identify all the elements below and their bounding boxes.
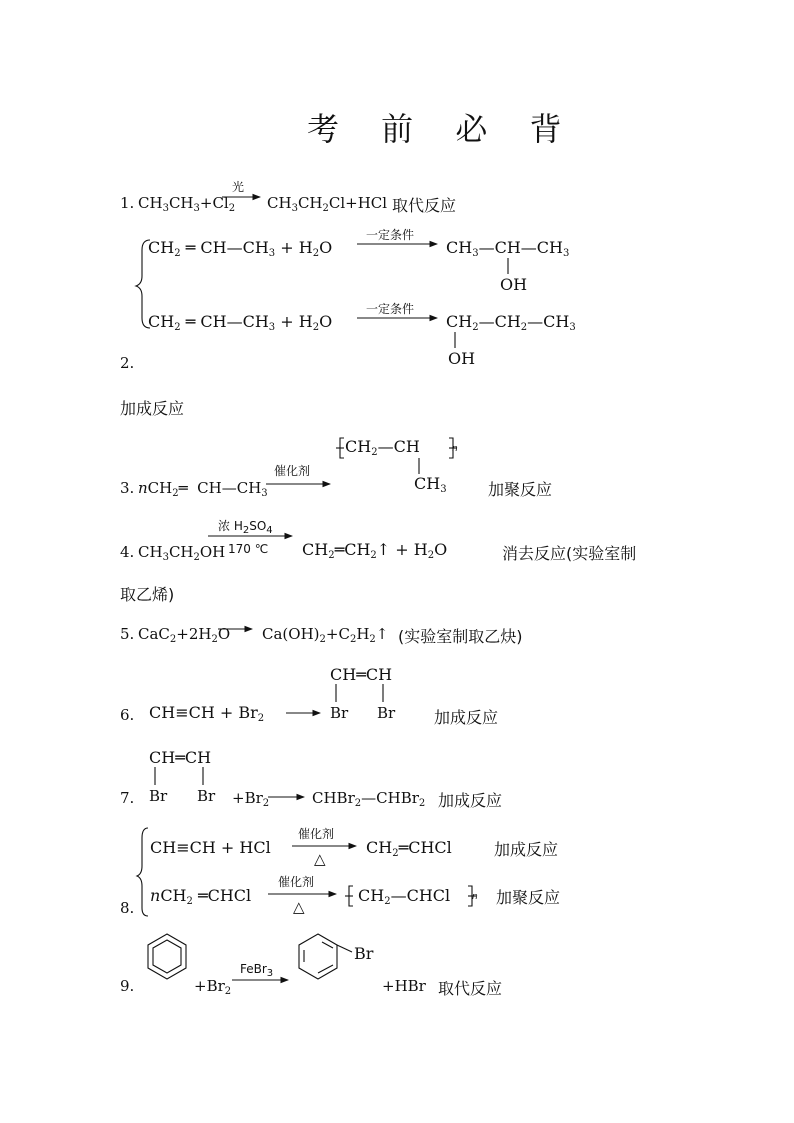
r4-product: $CH_2═CH_2↑ + H_2O$ <box>302 540 448 561</box>
benzene-ring-reactant <box>148 934 186 979</box>
r6-type: 加成反应 <box>434 708 499 727</box>
r2-a-hydroxyl: OH <box>500 275 528 294</box>
r3-n: n <box>452 444 458 454</box>
r6-product-top: CH═CH <box>330 665 393 684</box>
r3-type: 加聚反应 <box>488 480 553 499</box>
r7-br-right: Br <box>197 787 216 805</box>
r3-reactant: nCH$_2$═ $CH—CH_3$ <box>138 479 268 499</box>
r8-number: 8. <box>120 899 135 917</box>
r7-number: 7. <box>120 789 135 807</box>
r9-tail: +HBr <box>382 977 426 995</box>
r7-br-left: Br <box>149 787 168 805</box>
r4-type-cont: 取乙烯) <box>120 585 175 604</box>
r8-a-reactant: CH≡CH + HCl <box>150 838 271 857</box>
r4-condition-bottom: 170 ℃ <box>228 542 269 556</box>
r5-number: 5. <box>120 625 135 643</box>
r2-b-condition: 一定条件 <box>366 302 415 316</box>
r7-plus: $+Br_2$ <box>232 789 270 809</box>
r7-product: CHBr$_2$—CHBr$_2$ <box>312 789 426 809</box>
r2-brace <box>136 240 150 328</box>
r2-type: 加成反应 <box>120 399 185 418</box>
r1-product: $CH_3CH_2Cl+HCl$ <box>267 194 388 214</box>
r1-number: 1. <box>120 194 135 212</box>
r2-b-reactant: $CH_2$ ═ $CH—CH_3 + H_2O$ <box>148 312 333 333</box>
r1-type: 取代反应 <box>392 196 457 215</box>
r4-reactant: $CH_3CH_2OH$ <box>138 543 226 563</box>
r8-brace <box>137 828 148 916</box>
bromobenzene-ring <box>299 934 352 979</box>
r2-a-reactant: $CH_2$ ═ $CH—CH_3 + H_2O$ <box>148 238 333 259</box>
r9-substituent: Br <box>354 944 374 963</box>
r8-a-product: $CH_2═CHCl$ <box>366 838 452 859</box>
r2-b-product: $CH_2—CH_2—CH_3$ <box>446 312 576 333</box>
r9-plus: $+Br_2$ <box>194 977 232 997</box>
r8-b-reactant: nCH$_2$ ═CHCl <box>150 886 252 907</box>
r1-reactant: $CH_3CH_3+Cl_2$ <box>138 194 236 214</box>
r5-reactant: $CaC_2+2H_2O$ <box>138 625 231 645</box>
r8-a-type: 加成反应 <box>494 840 559 859</box>
r3-methyl: $CH_3$ <box>414 474 447 495</box>
r2-a-product: $CH_3—CH—CH_3$ <box>446 238 570 259</box>
r4-number: 4. <box>120 543 135 561</box>
r8-b-product: $CH_2—CHCl$ <box>358 886 451 907</box>
r3-number: 3. <box>120 479 135 497</box>
r8-a-condition-top: 催化剂 <box>298 827 335 841</box>
r7-top: CH═CH <box>149 748 212 767</box>
r6-reactant: $CH\equiv CH + Br_2$ <box>149 703 265 724</box>
r2-number: 2. <box>120 354 135 372</box>
r3-condition: 催化剂 <box>274 464 311 478</box>
r5-type: (实验室制取乙炔) <box>398 627 523 646</box>
r6-number: 6. <box>120 706 135 724</box>
r2-b-hydroxyl: OH <box>448 349 476 368</box>
r8-a-condition-bottom: △ <box>314 850 326 868</box>
r9-number: 9. <box>120 977 135 995</box>
r4-type: 消去反应(实验室制 <box>502 544 637 563</box>
r4-condition-top: 浓 $H_2SO_4$ <box>218 519 273 536</box>
r8-b-type: 加聚反应 <box>496 888 561 907</box>
r3-polymer: $CH_2—CH$ <box>345 437 420 458</box>
r6-br-right: Br <box>377 704 396 722</box>
r9-type: 取代反应 <box>438 979 503 998</box>
r7-type: 加成反应 <box>438 791 503 810</box>
r8-b-condition-top: 催化剂 <box>278 875 315 889</box>
page-title: 考 前 必 背 <box>307 110 578 148</box>
r9-condition: FeBr$_3$ <box>240 962 274 979</box>
r8-b-n: n <box>472 892 478 902</box>
r6-br-left: Br <box>330 704 349 722</box>
r2-a-condition: 一定条件 <box>366 228 415 242</box>
r5-product: $Ca(OH)_2+C_2H_2↑$ <box>262 625 389 645</box>
r1-condition: 光 <box>232 180 245 194</box>
r8-b-condition-bottom: △ <box>293 898 305 916</box>
